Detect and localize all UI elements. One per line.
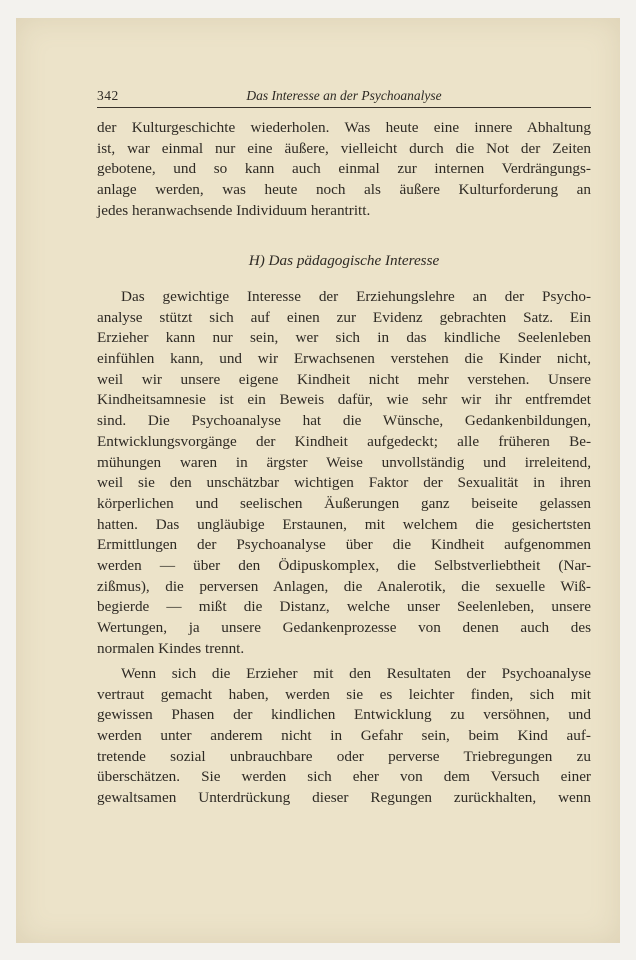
text-line: jedes heranwachsende Individuum herantritt. [97,201,371,219]
text-line: vertraut gemacht haben, werden sie es leichter finden, sich mit [97,685,591,703]
section-heading: H) Das pädagogische Interesse [248,252,440,269]
text-line: Ermittlungen der Psychoanalyse über die Kindheit aufgenommen [97,536,591,554]
text-line: anlage werden, was heute noch als äußere Kulturforderung an [97,181,591,199]
text-line: Kindheitsamnesie ist ein Beweis dafür, wie sehr wir ihr entfremdet [97,391,591,409]
text-line: Wenn sich die Erzieher mit den Resultaten der Psychoanalyse [121,665,591,682]
header-rule [97,107,591,108]
text-line: körperlichen und seelischen Äußerungen ganz beiseite gelassen [97,494,591,512]
text-line: begierde — mißt die Distanz, welche unser Seelenleben, unsere [97,598,591,616]
text-line: Entwicklungsvorgänge der Kindheit aufgedeckt; alle früheren Be- [97,432,591,450]
text-line: tretende sozial unbrauchbare oder perverse Triebregungen zu [97,747,591,765]
text-line: ist, war einmal nur eine äußere, vielleicht durch die Not der Zeiten [97,139,591,157]
text-line: Erzieher kann nur sein, wer sich in das kindliche Seelenleben [97,329,591,347]
text-line: Wertungen, ja unsere Gedankenprozesse von denen auch des [97,619,591,636]
text-line: Das gewichtige Interesse der Erziehungslehre an der Psycho- [121,288,591,305]
paragraph-erzieher [97,664,591,809]
page-number: 342 [97,88,119,103]
running-header [97,88,591,108]
text-line: weil wir unsere eigene Kindheit nicht mehr verstehen. Unsere [97,370,591,388]
text-line: gewissen Phasen der kindlichen Entwicklung zu versöhnen, und [97,706,591,724]
text-line: weil sie den unschätzbar wichtigen Faktor der Sexualität in ihren [97,474,591,492]
text-line: mühungen waren in ärgster Weise unvollständig und irreleitend, [97,453,591,471]
text-line: der Kulturgeschichte wiederholen. Was heute eine innere Abhaltung [97,119,591,136]
text-line: werden — über den Ödipuskomplex, die Selbstverliebtheit (Nar- [97,556,591,574]
text-line: einfühlen kann, und wir Erwachsenen verstehen die Kinder nicht, [97,350,591,368]
text-line: überschätzen. Sie werden sich eher von dem Versuch einer [97,768,591,786]
text-line: gebotene, und so kann auch einmal zur internen Verdrängungs- [97,160,591,178]
text-line: analyse stützt sich auf einen zur Evidenz gebrachten Satz. Ein [97,308,591,326]
text-line: zißmus), die perversen Anlagen, die Analerotik, die sexuelle Wiß- [97,577,591,595]
paragraph-paedagogisches-interesse [97,287,591,659]
running-title: Das Interesse an der Psychoanalyse [246,88,442,103]
text-line: werden unter anderem nicht in Gefahr sein, beim Kind auf- [97,727,591,745]
text-line: hatten. Das ungläubige Erstaunen, mit welchem die gesichertsten [97,515,591,533]
text-line: gewaltsamen Unterdrückung dieser Regungen zurückhalten, wenn [97,789,591,807]
text-line: sind. Die Psychoanalyse hat die Wünsche, Gedankenbildungen, [97,412,591,430]
paragraph-continued [97,118,591,221]
text-line: normalen Kindes trennt. [97,639,245,657]
